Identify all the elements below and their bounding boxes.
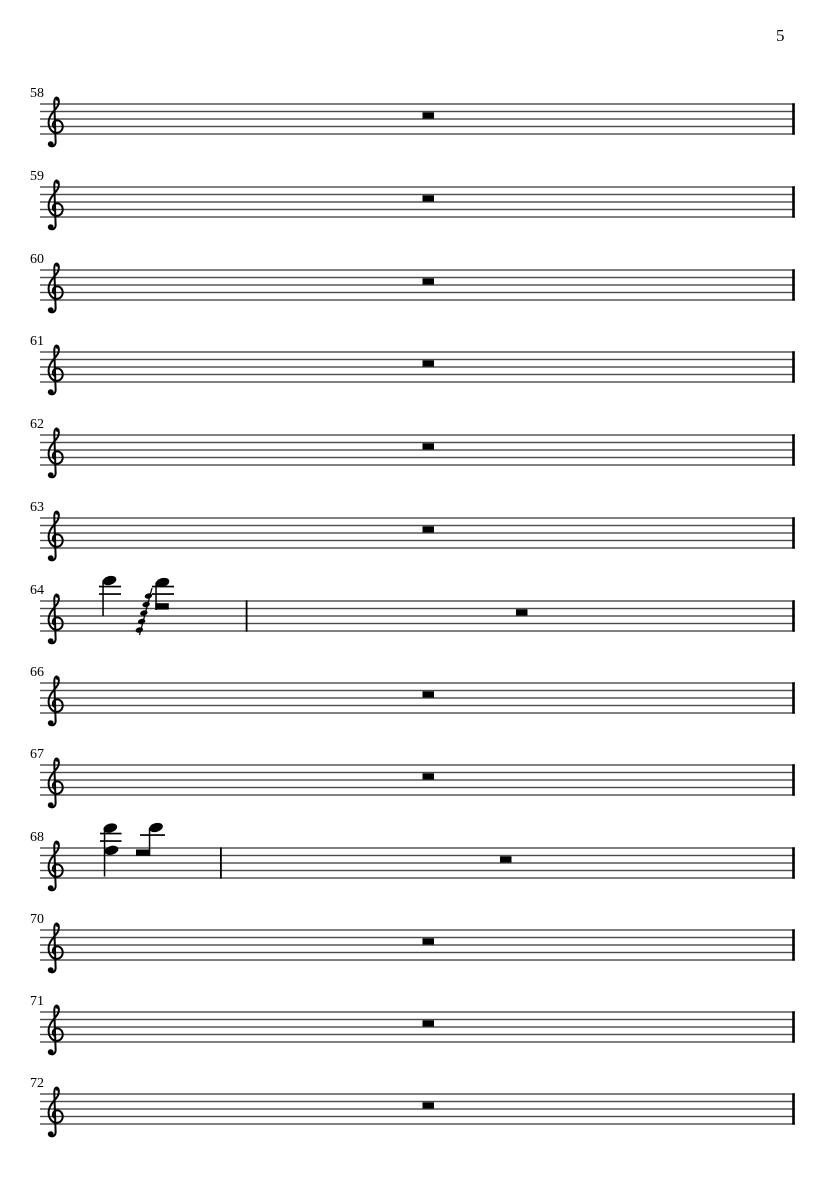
ledger-line bbox=[100, 840, 122, 842]
staff-line bbox=[40, 690, 795, 691]
clef-ball bbox=[48, 1049, 54, 1055]
staff-line bbox=[40, 381, 795, 382]
staff-line bbox=[40, 1101, 795, 1102]
treble-clef-icon bbox=[48, 345, 63, 395]
measure-number: 70 bbox=[30, 912, 44, 927]
whole-rest bbox=[423, 278, 435, 284]
treble-clef-icon bbox=[48, 511, 63, 561]
treble-clef-icon bbox=[48, 263, 63, 313]
staff-line bbox=[40, 186, 795, 187]
note-head bbox=[104, 844, 120, 856]
staff-line bbox=[40, 794, 795, 795]
clef-ball bbox=[48, 638, 54, 644]
page-number: 5 bbox=[776, 26, 785, 45]
clef-curl bbox=[56, 595, 59, 598]
clef-curl bbox=[56, 98, 59, 101]
staff-line bbox=[40, 457, 795, 458]
staff-line bbox=[40, 525, 795, 526]
staff-line bbox=[40, 374, 795, 375]
measure-number: 66 bbox=[30, 665, 44, 680]
staff-line bbox=[40, 877, 795, 878]
clef-ball bbox=[48, 389, 54, 395]
voice-rest-block bbox=[155, 603, 169, 609]
staff-line bbox=[40, 292, 795, 293]
clef-curve bbox=[49, 923, 63, 972]
staff-line bbox=[40, 623, 795, 624]
staff-line bbox=[40, 442, 795, 443]
measure-number: 62 bbox=[30, 417, 44, 432]
staff bbox=[0, 978, 835, 1062]
staff-line bbox=[40, 103, 795, 104]
whole-rest bbox=[423, 938, 435, 944]
staff-line bbox=[40, 118, 795, 119]
clef-curve bbox=[49, 263, 63, 312]
staff-line bbox=[40, 351, 795, 352]
clef-ball bbox=[48, 967, 54, 973]
clef-curl bbox=[56, 429, 59, 432]
clef-curve bbox=[49, 1087, 63, 1136]
staff-line bbox=[40, 216, 795, 217]
staff-line bbox=[40, 630, 795, 631]
clef-curl bbox=[56, 1088, 59, 1091]
clef-curl bbox=[56, 181, 59, 184]
final-barline bbox=[792, 764, 795, 795]
staff-line bbox=[40, 1034, 795, 1035]
staff bbox=[0, 1060, 835, 1144]
treble-clef-icon bbox=[48, 758, 63, 808]
staff-line bbox=[40, 862, 795, 863]
staff-line bbox=[40, 532, 795, 533]
measure-number: 59 bbox=[30, 169, 44, 184]
whole-rest bbox=[423, 195, 435, 201]
staff-line bbox=[40, 779, 795, 780]
ledger-line bbox=[100, 833, 122, 835]
staff-line bbox=[40, 111, 795, 112]
clef-ball bbox=[48, 720, 54, 726]
treble-clef-icon bbox=[48, 1087, 63, 1137]
staff-line bbox=[40, 1116, 795, 1117]
staff-line bbox=[40, 1011, 795, 1012]
staff-line bbox=[40, 772, 795, 773]
staff bbox=[0, 649, 835, 733]
measure-number: 60 bbox=[30, 252, 44, 267]
final-barline bbox=[792, 1093, 795, 1124]
staff bbox=[0, 401, 835, 485]
staff bbox=[0, 318, 835, 402]
staff bbox=[0, 731, 835, 815]
final-barline bbox=[792, 517, 795, 548]
staff-line bbox=[40, 1041, 795, 1042]
measure-number: 58 bbox=[30, 86, 44, 101]
clef-curve bbox=[49, 511, 63, 560]
staff-line bbox=[40, 449, 795, 450]
whole-rest bbox=[423, 360, 435, 366]
clef-ball bbox=[48, 802, 54, 808]
final-barline bbox=[792, 682, 795, 713]
whole-rest bbox=[423, 112, 435, 118]
clef-curl bbox=[56, 346, 59, 349]
ledger-line bbox=[140, 834, 165, 836]
final-barline bbox=[792, 434, 795, 465]
staff-line bbox=[40, 855, 795, 856]
staff-line bbox=[40, 944, 795, 945]
voice-rest-block bbox=[136, 850, 150, 856]
clef-ball bbox=[48, 472, 54, 478]
whole-rest bbox=[423, 526, 435, 532]
staff bbox=[0, 70, 835, 154]
clef-ball bbox=[48, 885, 54, 891]
staff-line bbox=[40, 517, 795, 518]
staff-line bbox=[40, 952, 795, 953]
grace-note-head bbox=[144, 592, 153, 599]
staff-line bbox=[40, 434, 795, 435]
final-barline bbox=[792, 929, 795, 960]
staff bbox=[0, 896, 835, 980]
final-barline bbox=[792, 1011, 795, 1042]
staff-line bbox=[40, 464, 795, 465]
clef-curve bbox=[49, 1005, 63, 1054]
clef-ball bbox=[48, 1131, 54, 1137]
staff-line bbox=[40, 1108, 795, 1109]
staff-line bbox=[40, 870, 795, 871]
staff-line bbox=[40, 194, 795, 195]
staff-line bbox=[40, 366, 795, 367]
grace-note-head bbox=[135, 626, 144, 633]
whole-rest bbox=[500, 856, 512, 862]
whole-rest bbox=[423, 1020, 435, 1026]
staff-line bbox=[40, 929, 795, 930]
final-barline bbox=[792, 103, 795, 134]
final-barline bbox=[792, 351, 795, 382]
staff-line bbox=[40, 608, 795, 609]
staff-line bbox=[40, 547, 795, 548]
staff-line bbox=[40, 615, 795, 616]
note-stem bbox=[102, 581, 104, 617]
clef-curve bbox=[49, 676, 63, 725]
whole-rest bbox=[423, 443, 435, 449]
staff-line bbox=[40, 1123, 795, 1124]
staff bbox=[0, 236, 835, 320]
staff-line bbox=[40, 540, 795, 541]
measure-number: 63 bbox=[30, 500, 44, 515]
barline bbox=[220, 847, 222, 878]
measure-number: 61 bbox=[30, 334, 44, 349]
measure-number: 71 bbox=[30, 994, 44, 1009]
final-barline bbox=[792, 847, 795, 878]
measure-number: 67 bbox=[30, 747, 44, 762]
staff-line bbox=[40, 1019, 795, 1020]
staff-line bbox=[40, 359, 795, 360]
final-barline bbox=[792, 600, 795, 631]
treble-clef-icon bbox=[48, 841, 63, 891]
staff-line bbox=[40, 269, 795, 270]
staff-line bbox=[40, 787, 795, 788]
measure-number: 72 bbox=[30, 1076, 44, 1091]
staff-line bbox=[40, 299, 795, 300]
final-barline bbox=[792, 186, 795, 217]
clef-curve bbox=[49, 180, 63, 229]
staff-line bbox=[40, 1026, 795, 1027]
clef-curl bbox=[56, 677, 59, 680]
whole-rest bbox=[423, 1102, 435, 1108]
staff-line bbox=[40, 764, 795, 765]
staff bbox=[0, 153, 835, 237]
whole-rest bbox=[423, 773, 435, 779]
whole-rest bbox=[423, 691, 435, 697]
staff bbox=[0, 484, 835, 568]
clef-curve bbox=[49, 594, 63, 643]
staff-line bbox=[40, 682, 795, 683]
staff-line bbox=[40, 705, 795, 706]
whole-rest bbox=[516, 609, 528, 615]
clef-curl bbox=[56, 1006, 59, 1009]
clef-curve bbox=[49, 758, 63, 807]
clef-curve bbox=[49, 428, 63, 477]
treble-clef-icon bbox=[48, 923, 63, 973]
treble-clef-icon bbox=[48, 97, 63, 147]
staff-line bbox=[40, 133, 795, 134]
staff-line bbox=[40, 600, 795, 601]
measure-number: 68 bbox=[30, 830, 44, 845]
staff bbox=[0, 814, 835, 898]
treble-clef-icon bbox=[48, 1005, 63, 1055]
clef-curve bbox=[49, 841, 63, 890]
clef-curve bbox=[49, 345, 63, 394]
clef-curl bbox=[56, 512, 59, 515]
clef-ball bbox=[48, 141, 54, 147]
treble-clef-icon bbox=[48, 676, 63, 726]
note-head bbox=[102, 574, 118, 586]
staff-line bbox=[40, 697, 795, 698]
clef-curl bbox=[56, 759, 59, 762]
barline bbox=[246, 600, 248, 631]
note-head bbox=[148, 821, 164, 833]
clef-curl bbox=[56, 924, 59, 927]
staff-line bbox=[40, 277, 795, 278]
staff bbox=[0, 567, 835, 651]
grace-note-head bbox=[142, 601, 151, 608]
measure-number: 64 bbox=[30, 583, 44, 598]
treble-clef-icon bbox=[48, 594, 63, 644]
clef-curl bbox=[56, 842, 59, 845]
staff-line bbox=[40, 937, 795, 938]
treble-clef-icon bbox=[48, 180, 63, 230]
treble-clef-icon bbox=[48, 428, 63, 478]
clef-curl bbox=[56, 264, 59, 267]
staff-line bbox=[40, 284, 795, 285]
clef-ball bbox=[48, 307, 54, 313]
staff-line bbox=[40, 126, 795, 127]
clef-ball bbox=[48, 555, 54, 561]
staff-line bbox=[40, 847, 795, 848]
staff-line bbox=[40, 209, 795, 210]
clef-curve bbox=[49, 97, 63, 146]
staff-line bbox=[40, 201, 795, 202]
staff-line bbox=[40, 959, 795, 960]
clef-ball bbox=[48, 224, 54, 230]
staff-line bbox=[40, 712, 795, 713]
final-barline bbox=[792, 269, 795, 300]
staff-line bbox=[40, 1093, 795, 1094]
